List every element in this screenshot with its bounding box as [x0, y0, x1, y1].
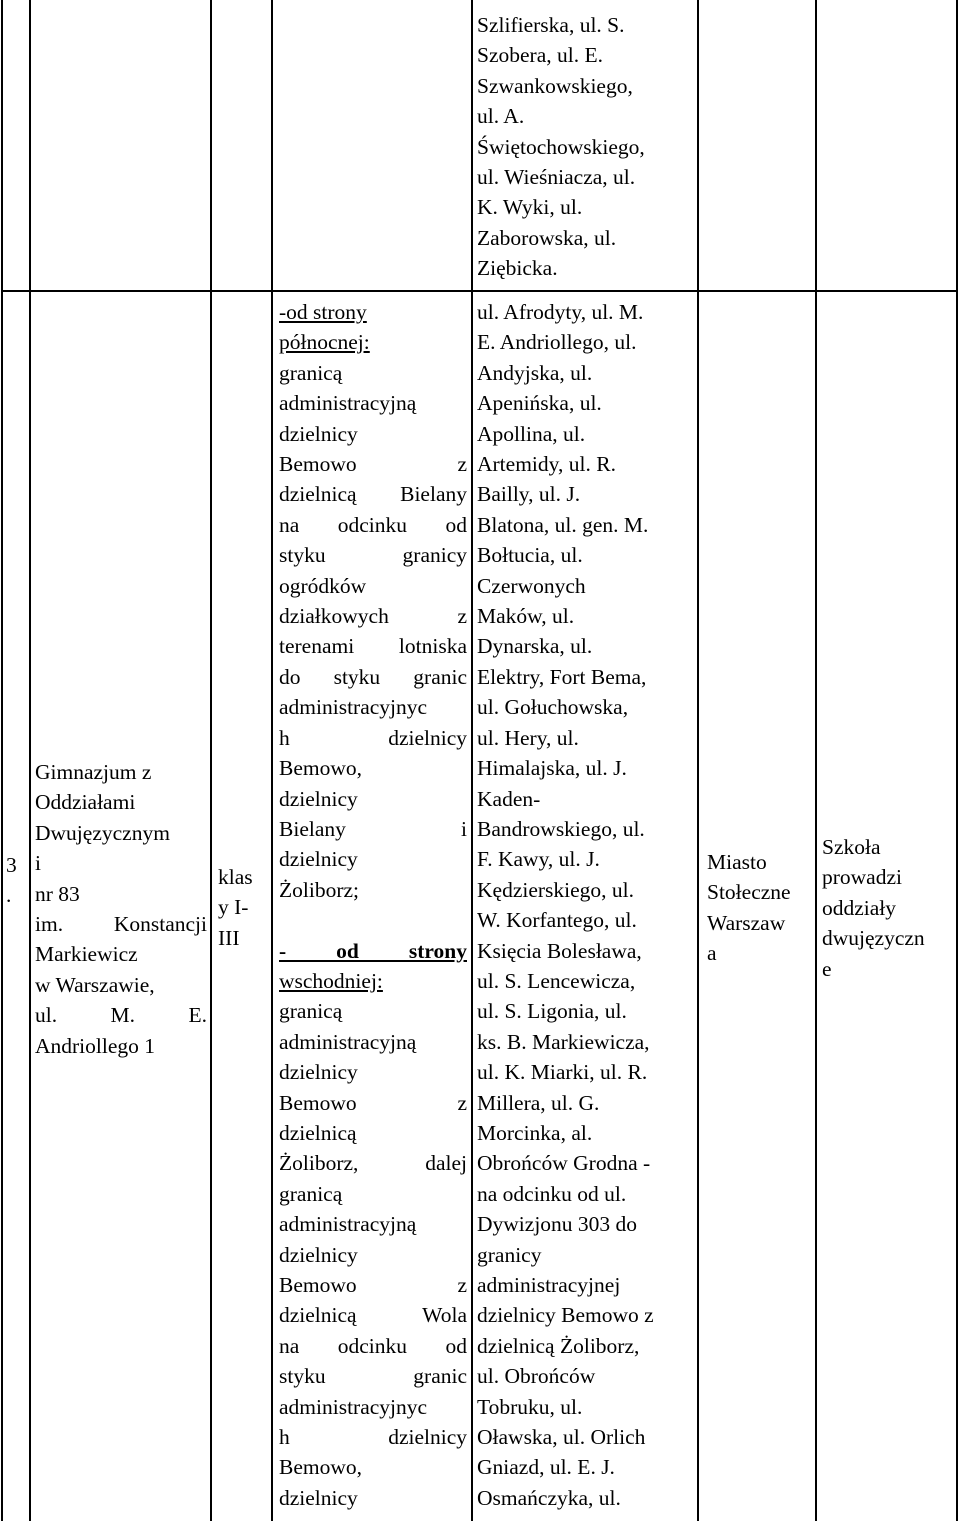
text-line: północnej:	[279, 330, 370, 355]
text-line: e	[822, 956, 832, 981]
text-line: Kędzierskiego, ul.	[477, 877, 635, 902]
text-line: dzielnicy	[279, 421, 358, 446]
text-line: F. Kawy, ul. J.	[477, 847, 600, 872]
text-line: Blatona, ul. gen. M.	[477, 512, 649, 537]
text-line: h dzielnicy	[279, 1425, 467, 1450]
text-line: Bailly, ul. J.	[477, 482, 581, 507]
text-line: Bandrowskiego, ul.	[477, 816, 645, 841]
text-line: dzielnicą Żoliborz,	[477, 1333, 640, 1358]
text-line: Żoliborz, dalej	[279, 1151, 467, 1176]
text-line: Bołtucia, ul.	[477, 543, 583, 568]
text-line: Bemowo z	[279, 452, 467, 477]
text-line: ul. Wieśniacza, ul.	[477, 165, 636, 190]
text-line: dzielnicy	[279, 786, 358, 811]
text-line: ul. K. Miarki, ul. R.	[477, 1060, 648, 1085]
text-line: styku granic	[279, 1364, 467, 1389]
text-line: ul. S. Ligonia, ul.	[477, 999, 627, 1024]
text-line: y I-	[218, 895, 249, 920]
text-line: Szkoła	[822, 835, 881, 859]
text-line: Dynarska, ul.	[477, 634, 593, 659]
boundary-description-cell	[279, 297, 467, 1513]
text-line: Gniazd, ul. E. J.	[477, 1455, 615, 1480]
text-line: Żoliborz;	[279, 877, 360, 902]
text-line: Ziębicka.	[477, 256, 558, 281]
text-line: dzielnicą Bielany	[279, 482, 467, 507]
text-line: Szobera, ul. E.	[477, 43, 603, 68]
text-line: administracyjnyc	[279, 1394, 428, 1419]
text-line: administracyjną	[279, 1212, 417, 1237]
text-line: na odcinku od	[279, 1333, 467, 1358]
row-divider	[1, 290, 958, 292]
text-line: dzielnicy	[279, 1485, 358, 1510]
text-line: a	[707, 941, 717, 966]
text-line: 3	[6, 853, 17, 877]
text-line: Apollina, ul.	[477, 421, 586, 446]
text-line	[279, 905, 467, 935]
text-line: Obrońców Grodna -	[477, 1151, 651, 1176]
text-line: Morcinka, al.	[477, 1120, 593, 1145]
text-line: Gimnazjum z	[35, 760, 152, 784]
text-line: .	[6, 883, 12, 908]
text-line: Dwujęzycznym	[35, 820, 170, 845]
column-divider	[210, 0, 212, 1521]
column-divider	[271, 0, 273, 1521]
text-line: granicą	[279, 360, 343, 385]
text-line: Zaborowska, ul.	[477, 225, 617, 250]
notes-cell	[822, 832, 954, 984]
text-line: Andyjska, ul.	[477, 360, 593, 385]
text-line: Apenińska, ul.	[477, 391, 602, 416]
text-line: dzielnicy	[279, 1060, 358, 1085]
text-line: Dywizjonu 303 do	[477, 1212, 638, 1237]
text-line: Miasto	[707, 850, 767, 874]
text-line: dwujęzyczn	[822, 926, 925, 951]
classes-cell	[218, 862, 268, 953]
text-line: Szlifierska, ul. S.	[477, 13, 625, 37]
managing-authority-cell	[707, 847, 813, 969]
text-line: ul. M. E.	[35, 1003, 207, 1028]
text-line: ul. A.	[477, 104, 525, 129]
text-line: ul. Afrodyty, ul. M.	[477, 300, 644, 324]
previous-row-streets-cell	[477, 10, 693, 284]
text-line: Millera, ul. G.	[477, 1090, 600, 1115]
text-line: ul. S. Lencewicza,	[477, 968, 636, 993]
text-line: Markiewicz	[35, 942, 138, 967]
streets-list-cell	[477, 297, 693, 1513]
text-line: Warszaw	[707, 910, 786, 935]
text-line: Himalajska, ul. J.	[477, 756, 627, 781]
text-line: administracyjną	[279, 391, 417, 416]
text-line: Bemowo z	[279, 1090, 467, 1115]
text-line: administracyjną	[279, 1029, 417, 1054]
text-line: do styku granic	[279, 664, 467, 689]
text-line: Księcia Bolesława,	[477, 938, 642, 963]
text-line: Szwankowskiego,	[477, 73, 633, 98]
table-border-right	[956, 0, 958, 1521]
text-line: ul. Obrońców	[477, 1364, 596, 1389]
text-line: Bemowo z	[279, 1273, 467, 1297]
text-line: na odcinku od	[279, 512, 467, 537]
text-line: ul. Gołuchowska,	[477, 695, 629, 720]
text-line: h dzielnicy	[279, 725, 467, 750]
text-line: Bielany i	[279, 816, 467, 841]
text-line: dzielnicą Wola	[279, 1303, 467, 1328]
column-divider	[471, 0, 473, 1521]
text-line: Oławska, ul. Orlich	[477, 1425, 646, 1450]
text-line: Tobruku, ul.	[477, 1394, 583, 1419]
text-line: i	[35, 851, 41, 876]
text-line: Elektry, Fort Bema,	[477, 664, 647, 689]
text-line: administracyjnyc	[279, 695, 428, 720]
text-line: w Warszawie,	[35, 972, 155, 997]
text-line: Oddziałami	[35, 790, 136, 815]
text-line: administracyjnej	[477, 1273, 621, 1297]
text-line: oddziały	[822, 895, 897, 920]
text-line: granicą	[279, 1181, 343, 1206]
text-line: Stołeczne	[707, 880, 791, 905]
text-line: klas	[218, 865, 253, 889]
column-divider	[29, 0, 31, 1521]
text-line: E. Andriollego, ul.	[477, 330, 637, 355]
text-line: granicy	[477, 1242, 542, 1267]
text-line: dzielnicą	[279, 1120, 357, 1145]
text-line: Osmańczyka, ul.	[477, 1485, 621, 1510]
text-line: im. Konstancji	[35, 912, 207, 937]
text-line: Andriollego 1	[35, 1033, 156, 1058]
text-line: nr 83	[35, 881, 80, 906]
text-line: Bemowo,	[279, 1455, 363, 1480]
text-line: na odcinku od ul.	[477, 1181, 627, 1206]
column-divider	[815, 0, 817, 1521]
row-number-cell	[6, 850, 26, 911]
text-line: ul. Hery, ul.	[477, 725, 579, 750]
text-line: dzielnicy	[279, 847, 358, 872]
column-divider	[697, 0, 699, 1521]
text-line: dzielnicy	[279, 1242, 358, 1267]
text-line: Artemidy, ul. R.	[477, 452, 616, 477]
text-line: ks. B. Markiewicza,	[477, 1029, 650, 1054]
text-line: dzielnicy Bemowo z	[477, 1303, 654, 1328]
text-line: Kaden-	[477, 786, 541, 811]
text-line: granicą	[279, 999, 343, 1024]
text-line: terenami lotniska	[279, 634, 467, 659]
text-line: wschodniej:	[279, 968, 383, 993]
school-name-cell	[35, 757, 207, 1061]
text-line: Czerwonych	[477, 573, 586, 598]
text-line: ogródków	[279, 573, 367, 598]
table-border-left	[1, 0, 3, 1521]
text-line: Maków, ul.	[477, 604, 575, 629]
text-line: K. Wyki, ul.	[477, 195, 583, 220]
text-line: Bemowo,	[279, 756, 363, 781]
text-line: styku granicy	[279, 543, 467, 568]
text-line: - od strony	[279, 938, 467, 963]
text-line: -od strony	[279, 300, 367, 324]
text-line: III	[218, 925, 240, 950]
text-line: W. Korfantego, ul.	[477, 908, 637, 933]
text-line: Świętochowskiego,	[477, 134, 645, 159]
text-line: prowadzi	[822, 865, 902, 890]
text-line: działkowych z	[279, 604, 467, 629]
